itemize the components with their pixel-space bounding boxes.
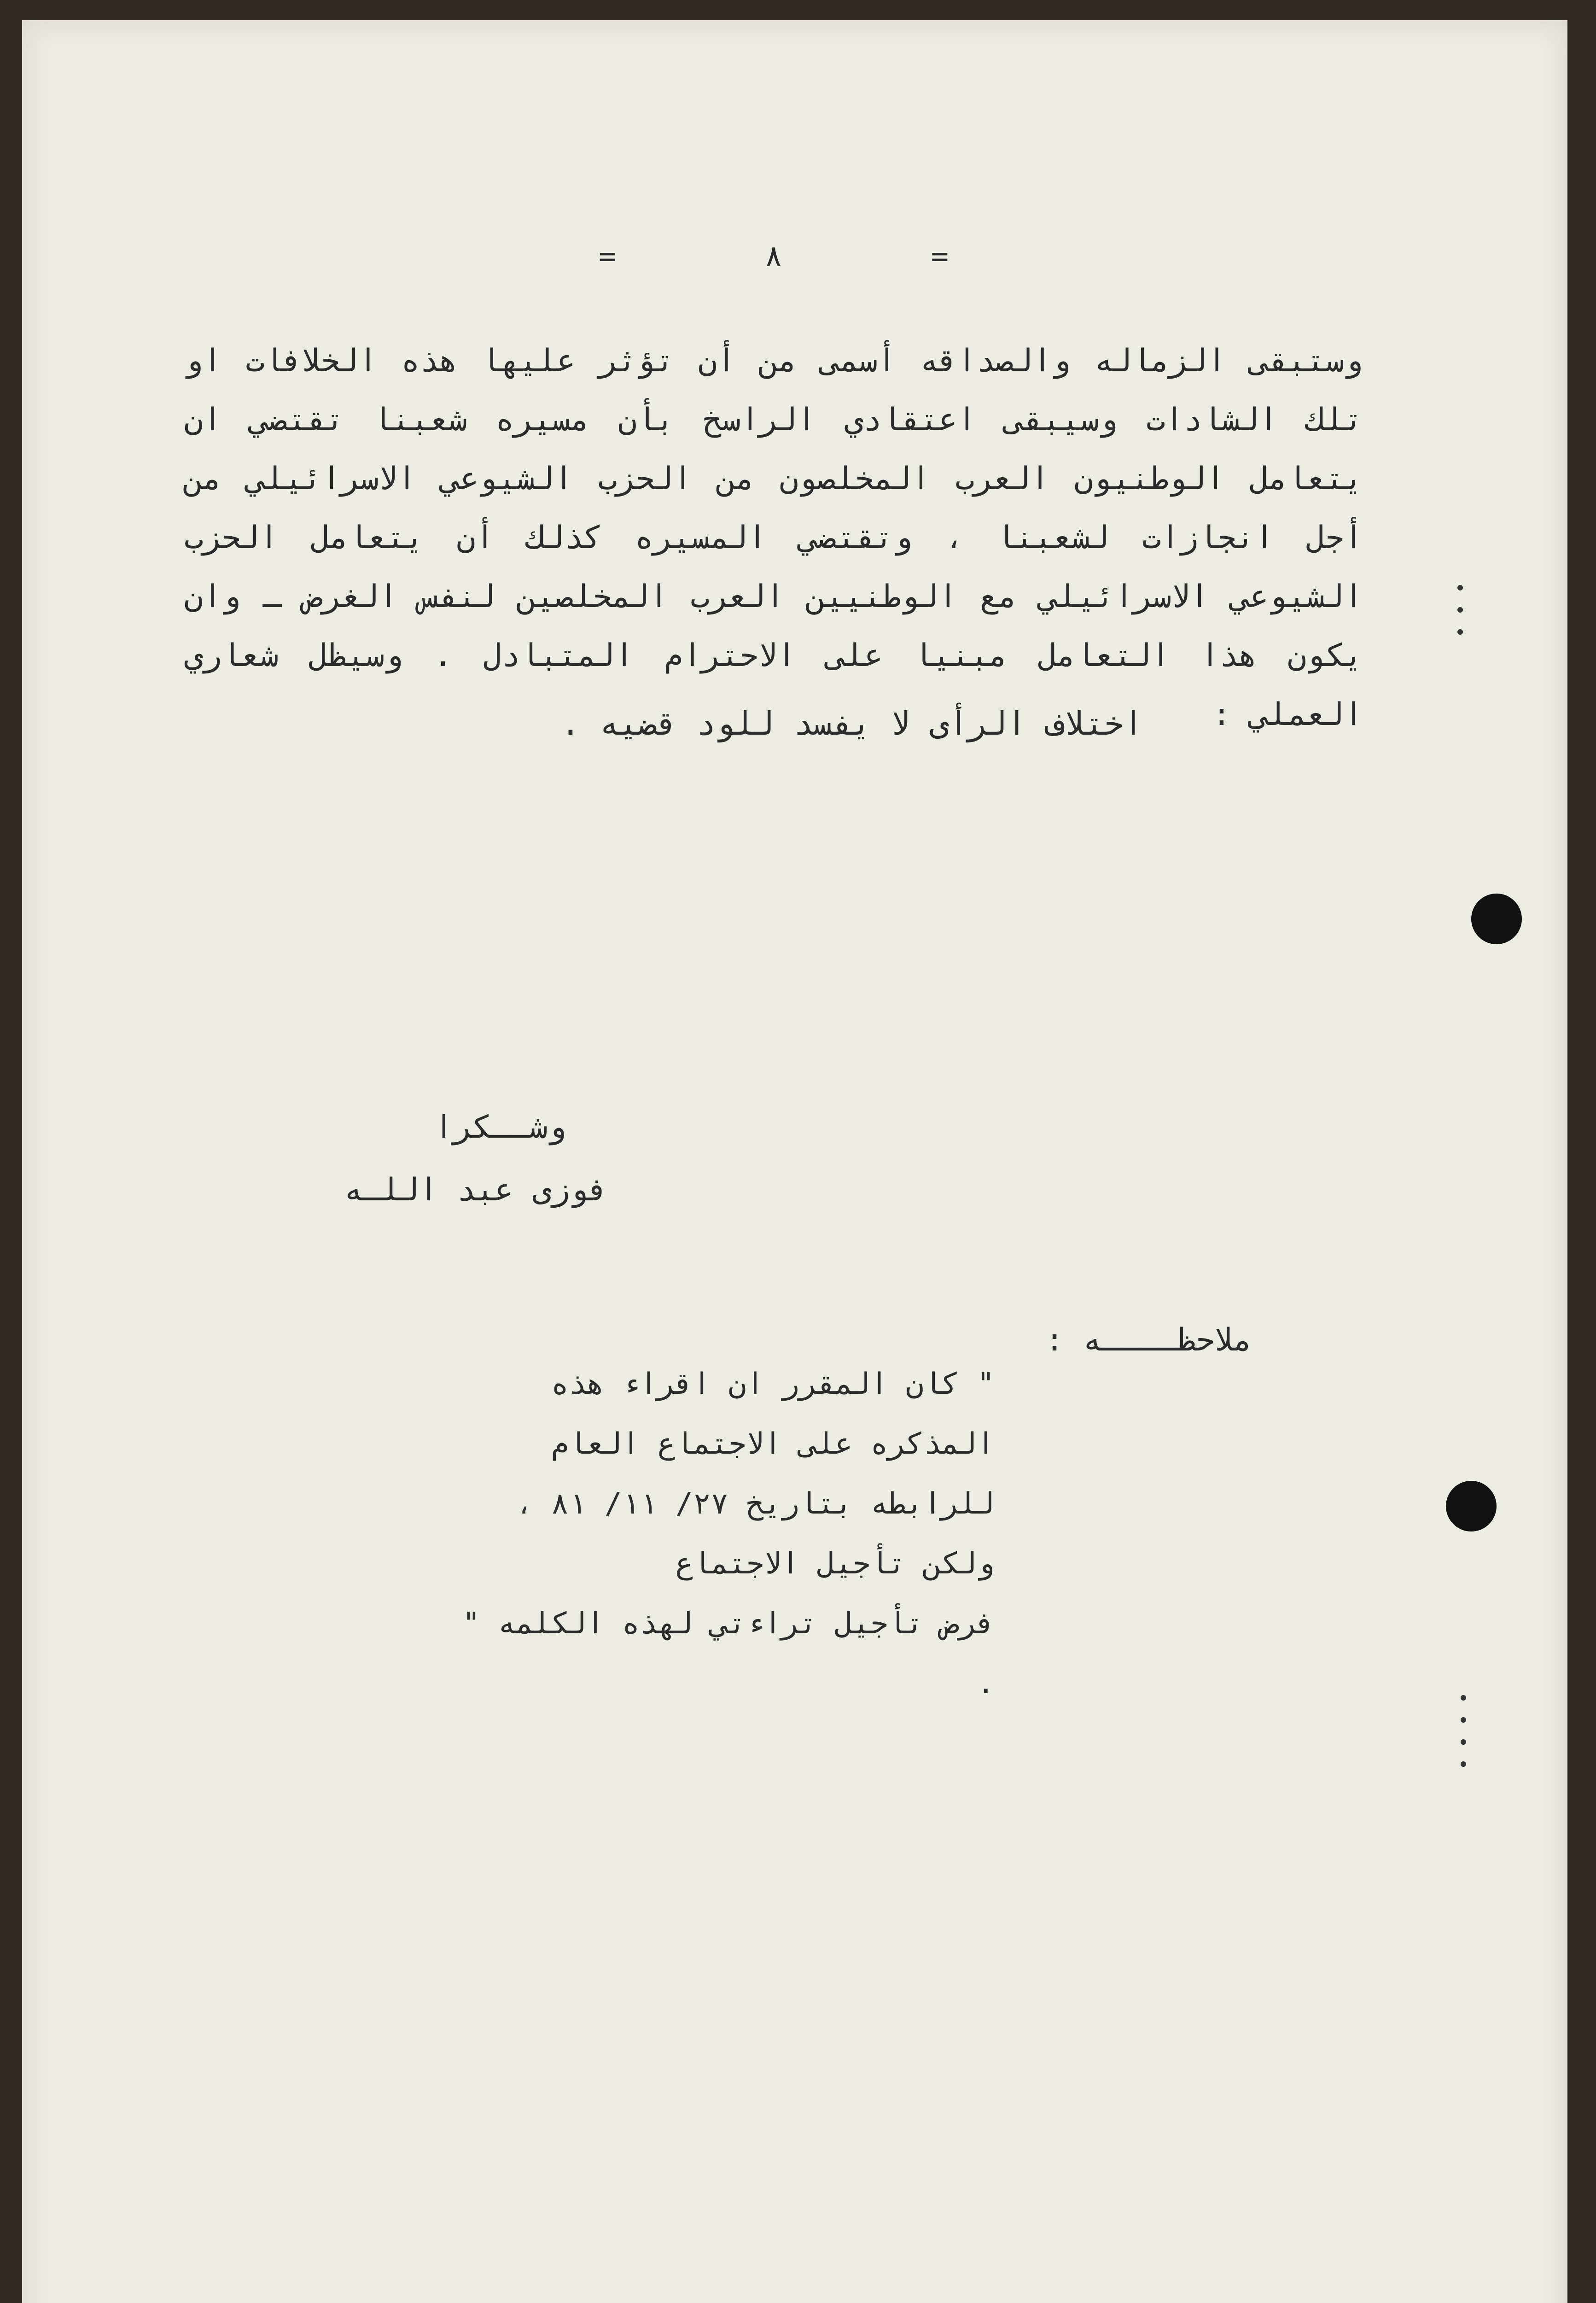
note-heading: ملاحظــــه : [1045, 1322, 1252, 1358]
page-number [599, 240, 949, 274]
note-line: فرض تأجيل تراءتي لهذه الكلمه " . [462, 1607, 995, 1701]
letter-body [184, 332, 1363, 744]
note-line: " كان المقرر ان اقراء هذه المذكره على الاجتماع العام [551, 1367, 995, 1461]
punch-hole [1471, 894, 1522, 944]
signature-block [239, 1096, 608, 1222]
note-line: للرابطه بتاريخ ٢٧/ ١١/ ٨١ ، ولكن تأجيل الاجتماع [515, 1487, 995, 1581]
signer-name: فوزى عبد اللـه [344, 1172, 608, 1208]
punch-hole [1446, 1481, 1497, 1531]
page-number-value: ٨ [764, 240, 783, 274]
margin-dots [1457, 585, 1465, 635]
margin-dots [1461, 1695, 1468, 1767]
page-number-right-mark: = [931, 240, 949, 274]
page-number-left-mark: = [599, 240, 617, 274]
body-paragraph: وستبقى الزماله والصداقه أسمى من أن تؤثر عليها هذه الخلافات او تلك الشادات وسيبقى اعتقادي الراسخ بأن مسيره شعبنا تقتضي ان يتعامل الوطنيون العرب المخلصون من الحزب الشيوعي الاسرائيلي من أجل انجازات لشعبنا ، وتقتضي المسيره كذلك أن يتعامل الحزب الشيوعي الاسرائيلي مع الوطنيين العرب المخلصين لنفس الغرض ـ وان يكون هذا التعامل مبنيا على الاحترام المتبادل . وسيظل شعاري العملي : [184, 343, 1363, 733]
closing-thanks: وشــكرا [434, 1109, 566, 1146]
note-body [442, 1354, 995, 1713]
motto-line: اختلاف الرأى لا يفسد للود قضيه . [560, 705, 1143, 742]
